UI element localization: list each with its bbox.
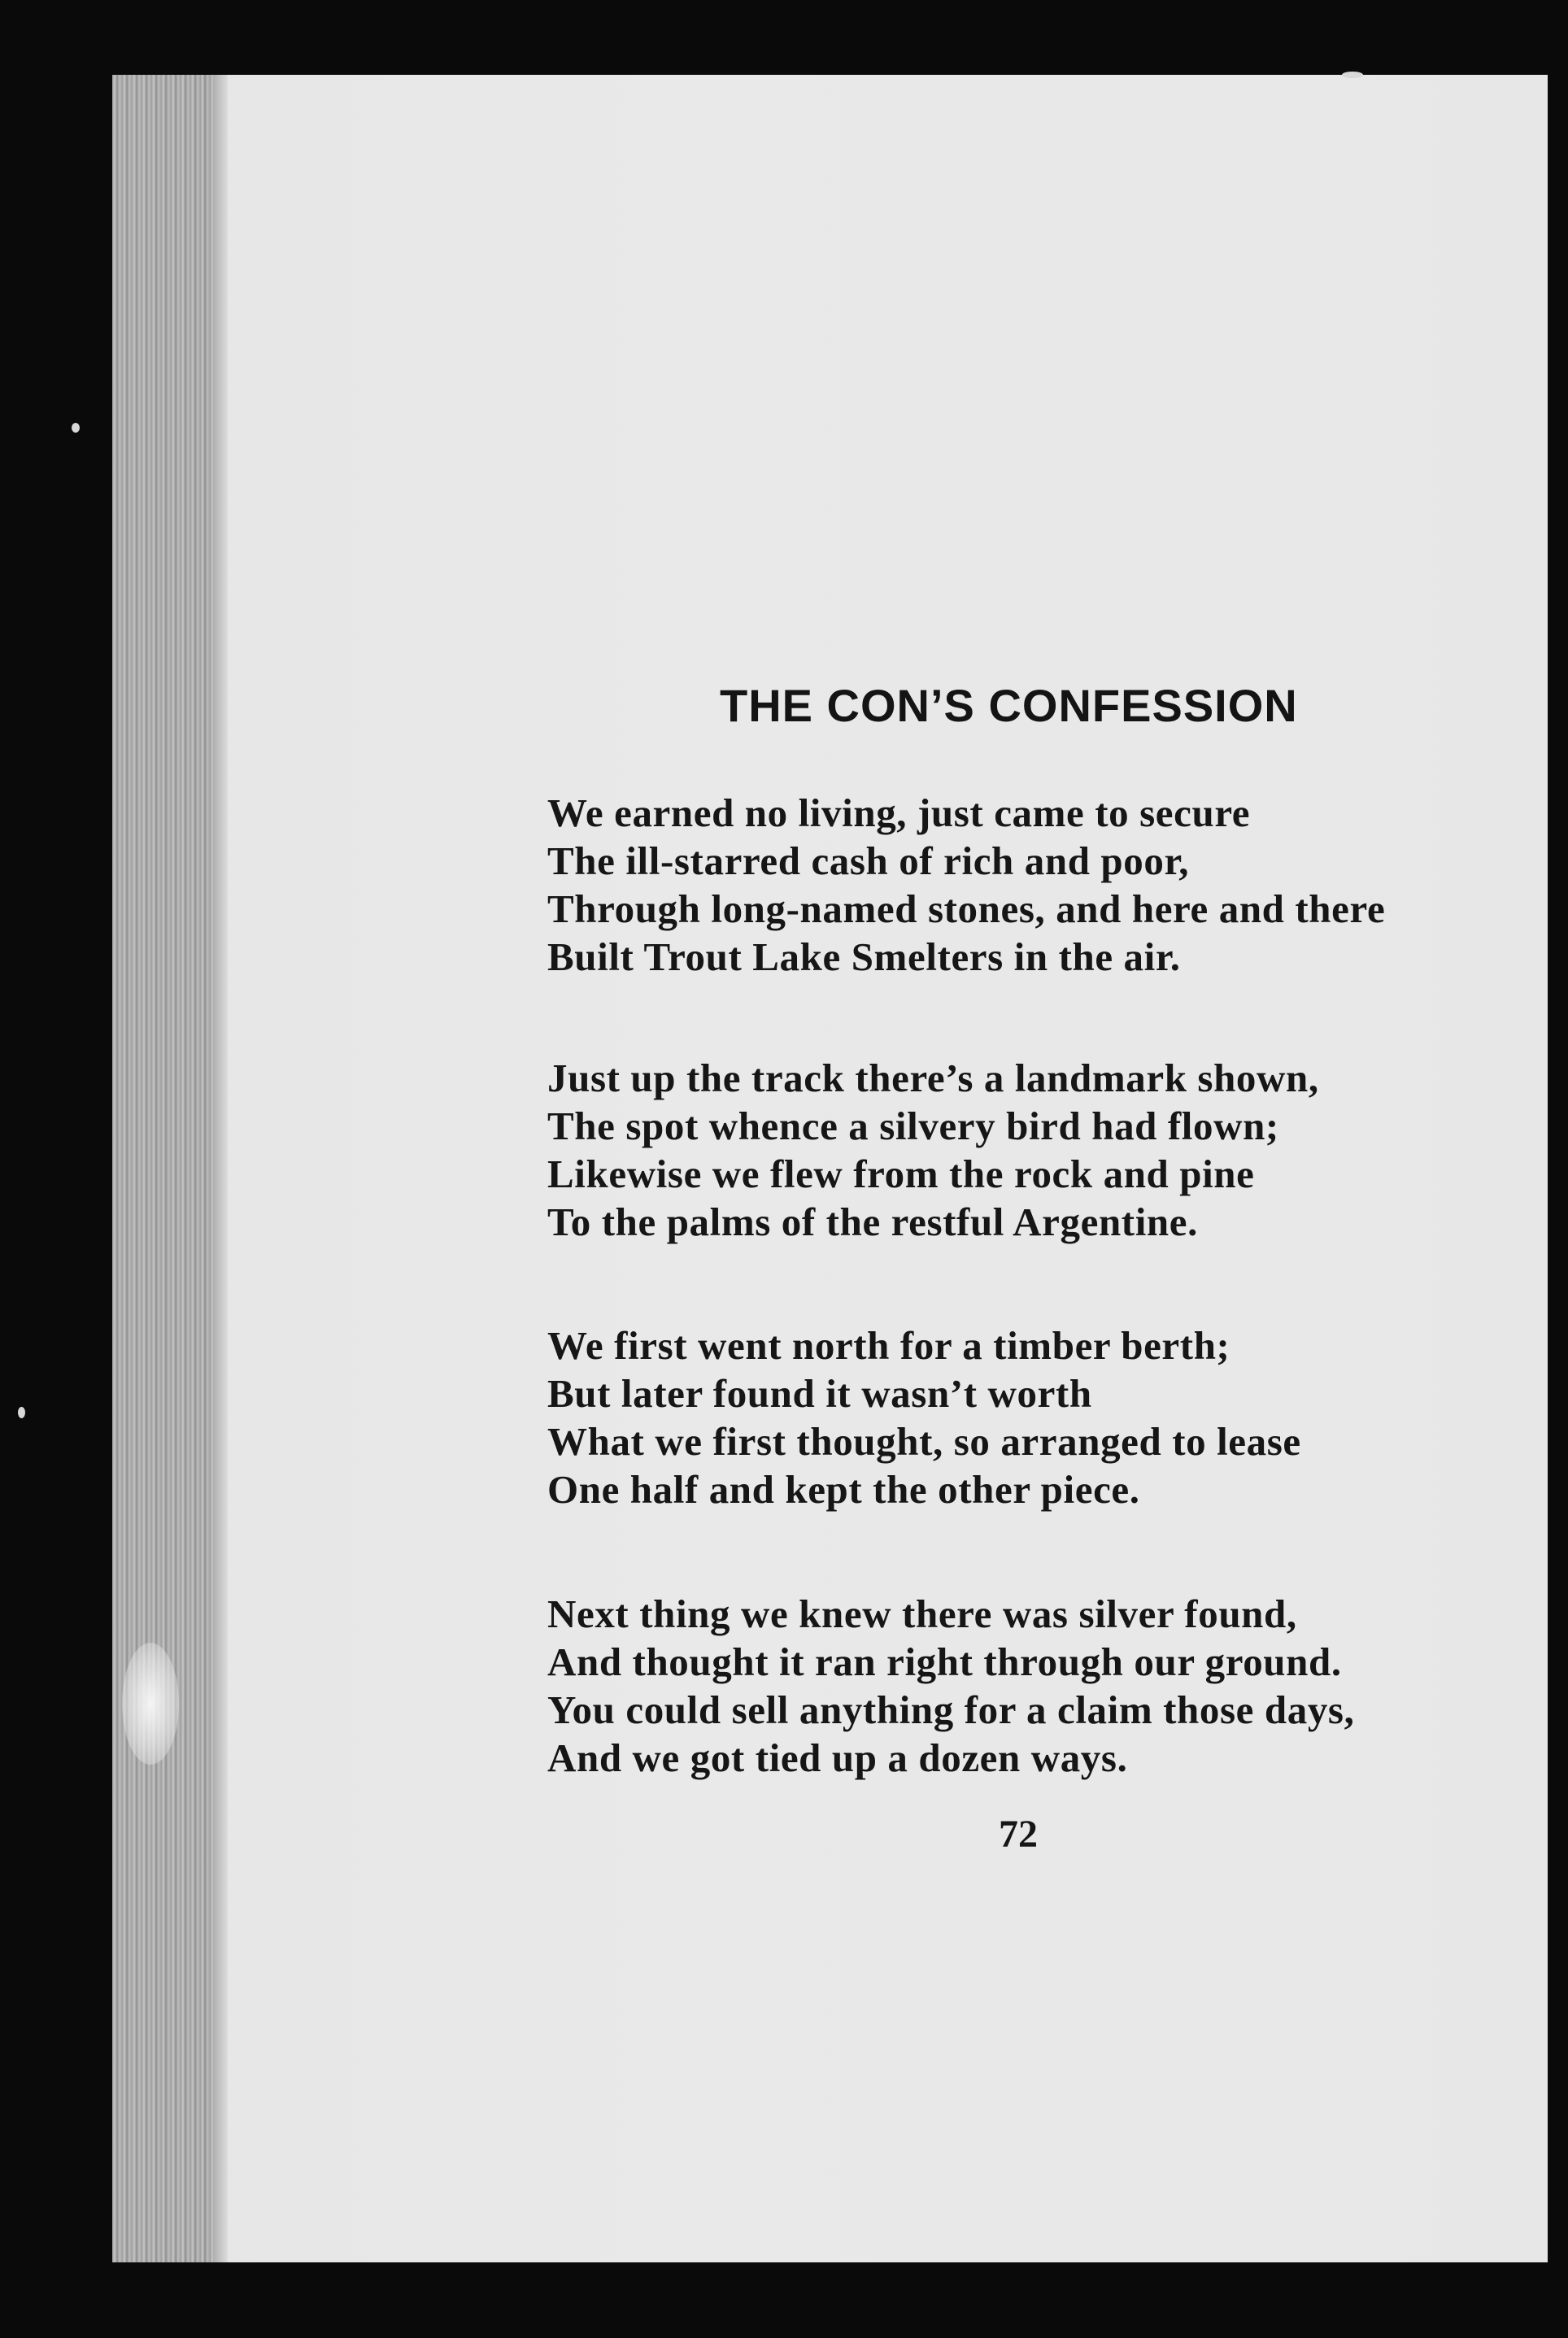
poem-title: THE CON’S CONFESSION: [720, 680, 1298, 731]
poem-line: We first went north for a timber berth;: [547, 1323, 1230, 1368]
poem-line: Through long-named stones, and here and there: [547, 886, 1386, 931]
poem-line: Likewise we flew from the rock and pine: [547, 1152, 1255, 1196]
poem-line: What we first thought, so arranged to lease: [547, 1419, 1301, 1464]
poem-line: Next thing we knew there was silver found,: [547, 1591, 1297, 1636]
poem-line: And thought it ran right through our ground.: [547, 1639, 1342, 1684]
page-number: 72: [999, 1813, 1038, 1856]
stanza-3: [547, 1321, 1523, 1513]
poem-line: The spot whence a silvery bird had flown;: [547, 1104, 1279, 1148]
poem-line: The ill-starred cash of rich and poor,: [547, 838, 1190, 883]
poem-line: Just up the track there’s a landmark shown,: [547, 1056, 1319, 1100]
stanza-4: [547, 1590, 1523, 1782]
poem-line: Built Trout Lake Smelters in the air.: [547, 934, 1181, 979]
poem-line: But later found it wasn’t worth: [547, 1371, 1092, 1416]
poem-line: One half and kept the other piece.: [547, 1467, 1140, 1512]
poem-line: We earned no living, just came to secure: [547, 790, 1251, 835]
poem-line: You could sell anything for a claim those days,: [547, 1687, 1355, 1732]
poem-line: To the palms of the restful Argentine.: [547, 1199, 1198, 1244]
stanza-2: [547, 1054, 1523, 1246]
stanza-1: [547, 789, 1523, 981]
poem-line: And we got tied up a dozen ways.: [547, 1735, 1128, 1780]
